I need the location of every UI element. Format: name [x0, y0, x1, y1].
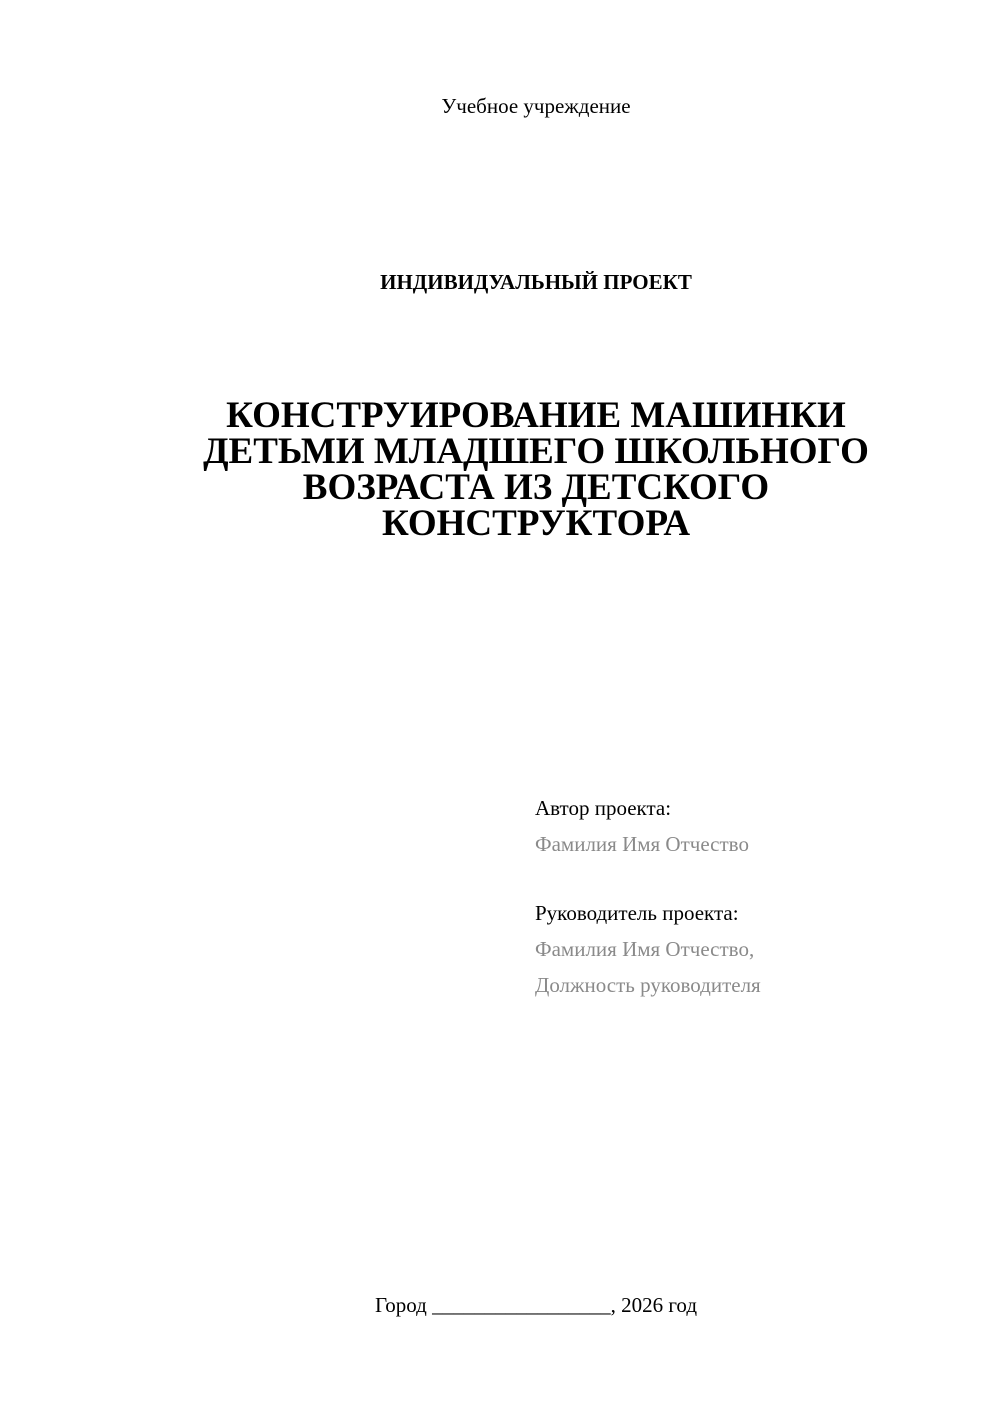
project-title-line: КОНСТРУИРОВАНИЕ МАШИНКИ — [226, 395, 846, 436]
city-year-line: Город _________________, 2026 год — [374, 1293, 698, 1317]
project-title — [170, 395, 902, 544]
supervisor-label: Руководитель проекта: — [535, 901, 739, 925]
supervisor-position: Должность руководителя — [535, 973, 761, 997]
supervisor-name: Фамилия Имя Отчество, — [535, 937, 755, 961]
author-label: Автор проекта: — [535, 796, 672, 820]
project-title-line: ВОЗРАСТА ИЗ ДЕТСКОГО — [302, 467, 770, 508]
project-title-line: ДЕТЬМИ МЛАДШЕГО ШКОЛЬНОГО — [203, 431, 869, 472]
author-name: Фамилия Имя Отчество — [535, 832, 749, 856]
credits-block — [535, 790, 955, 1003]
institution-name: Учебное учреждение — [441, 94, 631, 118]
project-title-line: КОНСТРУКТОРА — [381, 503, 691, 544]
project-type-heading: ИНДИВИДУАЛЬНЫЙ ПРОЕКТ — [380, 270, 692, 294]
credits-spacer — [535, 862, 955, 895]
